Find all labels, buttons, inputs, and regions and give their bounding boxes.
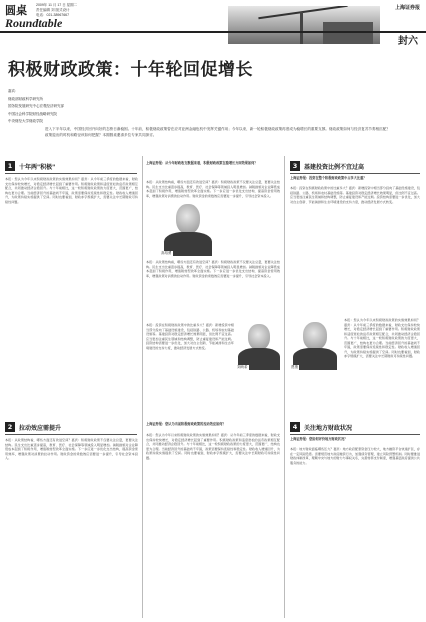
section-number: 3 [290, 161, 300, 171]
lead-paragraph: 进入下半年以来，中国经济回升向好的态势日渐稳固。十年前，积极财政政策曾在应对亚洲金融危机中发挥关键作用；今年以来，新一轮积极财政政策再度成为稳增长的重要支撑。财政政策如何与经济复苏节奏相匹配？政策退出的时机和路径该如何把握？本期圆桌邀请多位专家共同探讨。 [45, 127, 390, 137]
guest-affiliation: 中国社会科学院财经战略研究院 [8, 111, 57, 116]
section-rule [5, 173, 137, 174]
guest-affiliation: 中央财经大学财政学院 [8, 119, 43, 123]
guest-portrait [236, 320, 282, 370]
header-rule [0, 31, 426, 33]
section-number: 4 [290, 422, 300, 432]
issue-date: 2009年 11 月 17 日 星期二 [36, 3, 78, 7]
section-title: 基建投资比例不宜过高 [304, 164, 365, 171]
issue-phone: 电话：021-38967667 [36, 13, 70, 17]
section-rule [5, 434, 137, 435]
page-number: 封六 [398, 36, 418, 47]
section-number: 1 [5, 161, 15, 171]
article-body: 本报：您认为今年以来积极财政政策的实施效果如何？嘉宾：从今年前三季度的数据来看，财政支出保持较快增长，对稳定经济增长起到了重要作用。积极财政政策和适度宽松的货币政策相互配合，共同推动经济企稳回升。与十年前相比，这一轮积极财政政策的力度更大，范围更广，结构也更为合理。当前经济回升的基础尚不牢固，政策需要保持连续性和稳定性。财政收入增速回升，为政策持续实施提供了空间。同时也要看到，财政赤字规模扩大，需要关注中长期财政可持续性问题。 [5, 177, 138, 204]
section-title: 十年两"积极" [19, 164, 56, 171]
section-rule [290, 434, 420, 435]
issue-editor: 责任编辑 刘 版式设计 [36, 8, 70, 12]
question-caption: 上海证券报：您认为当前积极财政政策的拉动效应如何？ [146, 422, 226, 426]
guest-list [8, 88, 168, 126]
guest-name: 刘尚希 [237, 365, 248, 369]
article-body: 本报：投资在积极财政政策中的比重多大？嘉宾：新增投资中相当部分投向了基础设施建设，包括铁路、公路、机场和农村基础设施等。基建投资对稳定经济增长效果明显，但比例不宜过高。应当更加注重民生领域和结构调整，防止重复建设和产能过剩。投资结构需要进一步优化，加大对自主创新、节能减排和生态环境建设的支持力度，推动经济发展方式转变。 [146, 323, 234, 350]
masthead [0, 0, 426, 46]
guest-affiliation: 国务院发展研究中心宏观经济研究部 [8, 104, 64, 108]
guest-affiliation: 财政部财政科学研究所 [8, 96, 43, 101]
article-body: 本报：您认为今年以来积极财政政策的实施效果如何？嘉宾：从今年前三季度的数据来看，财政支出保持较快增长，对稳定经济增长起到了重要作用。积极财政政策和适度宽松的货币政策相互配合，共同推动经济企稳回升。与十年前相比，这一轮积极财政政策的力度更大，范围更广，结构也更为合理。当前经济回升的基础尚不牢固，政策需要保持连续性和稳定性。财政收入增速回升，为政策持续实施提供了空间。同时也要看到，财政赤字规模扩大，需要关注中长期财政可持续性问题。 [344, 318, 420, 359]
guest-portrait [160, 200, 216, 256]
article-body: 本报：从政策结构看，哪些方面还有改进空间？嘉宾：积极财政政策不仅要关注总量，更要关注结构。民生支出比重逐步提高，教育、医疗、社会保障等领域投入明显增加。减税措施对企业降低成本起到了积极作用，增值税转型改革全面实施。下一步应进一步优化支出结构，提高资金使用效率，增强政策对消费的拉动作用。财政资金的乘数效应需要进一步提升，引导社会资本投入。 [146, 180, 280, 198]
issue-meta [36, 3, 77, 18]
article-body: 本报：地方财政面临哪些压力？嘉宾：地方政府配套资金压力较大，地方融资平台快速扩张，存在一定风险隐患。需要规范地方政府融资行为，加强债务管理，建立风险预警机制。同时要推进财政体制改革，理顺中央与地方的财力与事权关系，完善转移支付制度，增强基层政府提供公共服务的能力。 [290, 447, 420, 465]
column-divider [284, 156, 285, 618]
newspaper-brand: 上海证券报 [394, 5, 420, 11]
guest-name: 高培勇 [161, 251, 172, 255]
guest-portrait [290, 318, 340, 370]
guest-name: 贾康 [291, 365, 298, 369]
page-headline: 积极财政政策：十年轮回促增长 [8, 60, 253, 80]
article-body: 本报：从政策结构看，哪些方面还有改进空间？嘉宾：积极财政政策不仅要关注总量，更要关注结构。民生支出比重逐步提高，教育、医疗、社会保障等领域投入明显增加。减税措施对企业降低成本起到了积极作用，增值税转型改革全面实施。下一步应进一步优化支出结构，提高资金使用效率，增强政策对消费的拉动作用。财政资金的乘数效应需要进一步提升，引导社会资本投入。 [5, 438, 138, 461]
question-caption: 上海证券报：投资在整个积极财政政策中占多大比重？ [290, 176, 367, 180]
section-rule [290, 173, 420, 174]
article-body: 本报：您认为今年以来积极财政政策的实施效果如何？嘉宾：从今年前三季度的数据来看，财政支出保持较快增长，对稳定经济增长起到了重要作用。积极财政政策和适度宽松的货币政策相互配合，共同推动经济企稳回升。与十年前相比，这一轮积极财政政策的力度更大，范围更广，结构也更为合理。当前经济回升的基础尚不牢固，政策需要保持连续性和稳定性。财政收入增速回升，为政策持续实施提供了空间。同时也要看到，财政赤字规模扩大，需要关注中长期财政可持续性问题。 [146, 433, 280, 460]
question-caption: 上海证券报：您如何评价地方财政状况？ [290, 437, 348, 441]
section-number: 2 [5, 422, 15, 432]
article-body: 本报：投资在积极财政政策中的比重多大？嘉宾：新增投资中相当部分投向了基础设施建设，包括铁路、公路、机场和农村基础设施等。基建投资对稳定经济增长效果明显，但比例不宜过高。应当更加注重民生领域和结构调整，防止重复建设和产能过剩。投资结构需要进一步优化，加大对自主创新、节能减排和生态环境建设的支持力度，推动经济发展方式转变。 [290, 186, 420, 204]
section-title: 关注地方财政状况 [304, 425, 353, 432]
guest-label: 嘉宾： [8, 89, 19, 93]
header-photo [228, 6, 380, 44]
column-divider [142, 156, 143, 618]
question-caption: 上海证券报：从今年财政收支数据来看，积极财政政策在稳增长方面效果如何？ [146, 161, 258, 165]
article-body: 本报：从政策结构看，哪些方面还有改进空间？嘉宾：积极财政政策不仅要关注总量，更要关注结构。民生支出比重逐步提高，教育、医疗、社会保障等领域投入明显增加。减税措施对企业降低成本起到了积极作用，增值税转型改革全面实施。下一步应进一步优化支出结构，提高资金使用效率，增强政策对消费的拉动作用。财政资金的乘数效应需要进一步提升，引导社会资本投入。 [146, 260, 280, 278]
section-name-cn: 圆桌 [5, 4, 27, 17]
section-title: 拉动效应需提升 [19, 425, 62, 432]
section-name-en: Roundtable [5, 16, 63, 30]
